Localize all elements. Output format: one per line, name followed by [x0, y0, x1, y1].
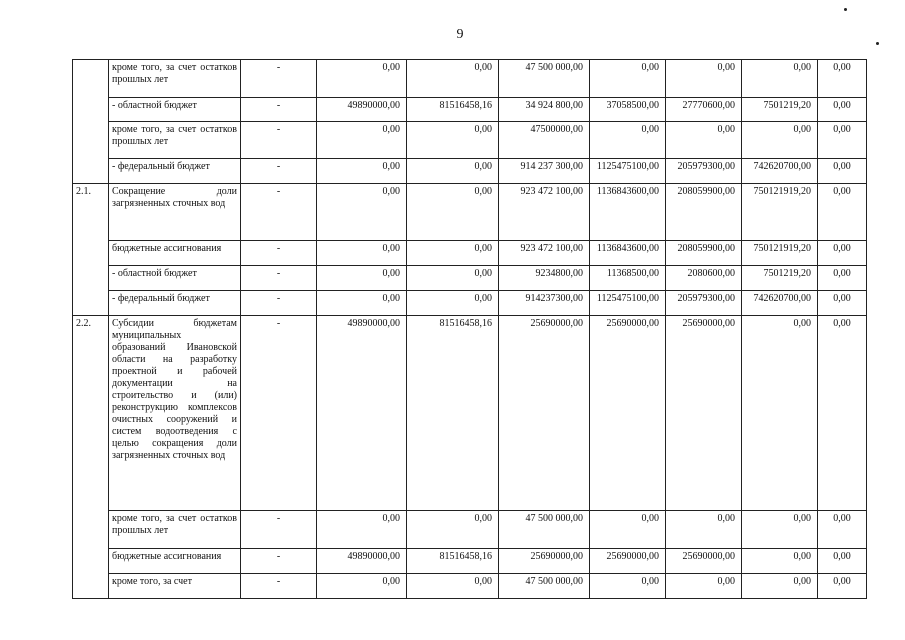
- value-cell-c4: 47 500 000,00: [499, 60, 590, 98]
- table-row: [73, 266, 867, 291]
- value-cell-c3: 81516458,16: [407, 98, 499, 122]
- value-cell-c2: 0,00: [317, 266, 407, 291]
- value-cell-c6: 208059900,00: [666, 241, 742, 266]
- value-cell-c2: 0,00: [317, 291, 407, 316]
- value-cell-c2: 0,00: [317, 574, 407, 599]
- value-cell-c7: 0,00: [742, 549, 818, 574]
- value-cell-c5: 1125475100,00: [590, 291, 666, 316]
- value-cell-c1: -: [241, 266, 317, 291]
- value-cell-c4: 914237300,00: [499, 291, 590, 316]
- value-cell-c5: 0,00: [590, 574, 666, 599]
- value-cell-c3: 0,00: [407, 574, 499, 599]
- value-cell-c8: 0,00: [818, 316, 867, 511]
- table-body: [73, 60, 867, 599]
- value-cell-c7: 0,00: [742, 122, 818, 159]
- value-cell-c7: 7501219,20: [742, 266, 818, 291]
- value-cell-c4: 914 237 300,00: [499, 159, 590, 184]
- value-cell-c8: 0,00: [818, 266, 867, 291]
- value-cell-c6: 27770600,00: [666, 98, 742, 122]
- value-cell-c1: -: [241, 159, 317, 184]
- value-cell-c1: -: [241, 574, 317, 599]
- value-cell-c3: 0,00: [407, 184, 499, 241]
- row-description-cell: Сокращение доли загрязненных сточных вод: [109, 184, 241, 241]
- value-cell-c8: 0,00: [818, 511, 867, 549]
- value-cell-c2: 0,00: [317, 60, 407, 98]
- table-row: [73, 60, 867, 98]
- value-cell-c6: 0,00: [666, 574, 742, 599]
- row-description-cell: - областной бюджет: [109, 266, 241, 291]
- value-cell-c2: 0,00: [317, 184, 407, 241]
- value-cell-c6: 205979300,00: [666, 159, 742, 184]
- value-cell-c6: 25690000,00: [666, 549, 742, 574]
- value-cell-c4: 25690000,00: [499, 549, 590, 574]
- value-cell-c6: 0,00: [666, 511, 742, 549]
- value-cell-c8: 0,00: [818, 549, 867, 574]
- value-cell-c6: 0,00: [666, 60, 742, 98]
- value-cell-c1: -: [241, 241, 317, 266]
- value-cell-c3: 0,00: [407, 291, 499, 316]
- value-cell-c7: 750121919,20: [742, 241, 818, 266]
- row-description-cell: бюджетные ассигнования: [109, 549, 241, 574]
- table-row: [73, 511, 867, 549]
- value-cell-c7: 0,00: [742, 574, 818, 599]
- value-cell-c8: 0,00: [818, 184, 867, 241]
- table-row: [73, 241, 867, 266]
- value-cell-c4: 47500000,00: [499, 122, 590, 159]
- value-cell-c7: 742620700,00: [742, 159, 818, 184]
- table-row: [73, 291, 867, 316]
- value-cell-c7: 750121919,20: [742, 184, 818, 241]
- value-cell-c5: 25690000,00: [590, 549, 666, 574]
- row-code-cell: [73, 60, 109, 184]
- row-description-cell: - федеральный бюджет: [109, 159, 241, 184]
- value-cell-c1: -: [241, 98, 317, 122]
- value-cell-c1: -: [241, 316, 317, 511]
- value-cell-c4: 34 924 800,00: [499, 98, 590, 122]
- scan-speck: [844, 8, 847, 11]
- value-cell-c2: 49890000,00: [317, 316, 407, 511]
- value-cell-c2: 0,00: [317, 122, 407, 159]
- value-cell-c8: 0,00: [818, 241, 867, 266]
- value-cell-c7: 7501219,20: [742, 98, 818, 122]
- value-cell-c6: 0,00: [666, 122, 742, 159]
- table-row: [73, 316, 867, 511]
- value-cell-c8: 0,00: [818, 122, 867, 159]
- row-code-cell: 2.1.: [73, 184, 109, 316]
- table-row: [73, 574, 867, 599]
- row-description-cell: - областной бюджет: [109, 98, 241, 122]
- row-description-cell: кроме того, за счет: [109, 574, 241, 599]
- value-cell-c7: 0,00: [742, 60, 818, 98]
- value-cell-c2: 49890000,00: [317, 98, 407, 122]
- value-cell-c8: 0,00: [818, 159, 867, 184]
- row-description-cell: кроме того, за счет остатков прошлых лет: [109, 122, 241, 159]
- value-cell-c3: 0,00: [407, 511, 499, 549]
- value-cell-c2: 49890000,00: [317, 549, 407, 574]
- value-cell-c5: 0,00: [590, 122, 666, 159]
- table-row: [73, 159, 867, 184]
- value-cell-c4: 47 500 000,00: [499, 511, 590, 549]
- value-cell-c5: 1125475100,00: [590, 159, 666, 184]
- value-cell-c6: 208059900,00: [666, 184, 742, 241]
- value-cell-c4: 923 472 100,00: [499, 184, 590, 241]
- value-cell-c7: 742620700,00: [742, 291, 818, 316]
- value-cell-c8: 0,00: [818, 60, 867, 98]
- budget-table: [72, 59, 867, 599]
- value-cell-c3: 81516458,16: [407, 316, 499, 511]
- value-cell-c4: 923 472 100,00: [499, 241, 590, 266]
- table-row: [73, 98, 867, 122]
- value-cell-c2: 0,00: [317, 159, 407, 184]
- value-cell-c8: 0,00: [818, 98, 867, 122]
- value-cell-c1: -: [241, 60, 317, 98]
- value-cell-c1: -: [241, 511, 317, 549]
- value-cell-c4: 9234800,00: [499, 266, 590, 291]
- table-row: [73, 122, 867, 159]
- value-cell-c7: 0,00: [742, 511, 818, 549]
- value-cell-c5: 11368500,00: [590, 266, 666, 291]
- value-cell-c1: -: [241, 549, 317, 574]
- value-cell-c6: 25690000,00: [666, 316, 742, 511]
- row-description-cell: кроме того, за счет остатков прошлых лет: [109, 511, 241, 549]
- value-cell-c5: 25690000,00: [590, 316, 666, 511]
- value-cell-c3: 0,00: [407, 266, 499, 291]
- row-description-cell: - федеральный бюджет: [109, 291, 241, 316]
- value-cell-c3: 0,00: [407, 60, 499, 98]
- value-cell-c3: 0,00: [407, 122, 499, 159]
- value-cell-c2: 0,00: [317, 241, 407, 266]
- table-row: [73, 549, 867, 574]
- row-code-cell: 2.2.: [73, 316, 109, 599]
- page-number: 9: [456, 27, 464, 42]
- value-cell-c3: 0,00: [407, 241, 499, 266]
- row-description-cell: Субсидии бюджетам муниципальных образований Ивановской области на разработку проектной и рабочей документации на строительство и (или) реконструкцию комплексов очистных сооружений и систем водоотведения с целью сокращения доли загрязненных сточных вод: [109, 316, 241, 511]
- value-cell-c5: 1136843600,00: [590, 184, 666, 241]
- value-cell-c5: 1136843600,00: [590, 241, 666, 266]
- value-cell-c5: 37058500,00: [590, 98, 666, 122]
- value-cell-c5: 0,00: [590, 60, 666, 98]
- value-cell-c3: 0,00: [407, 159, 499, 184]
- row-description-cell: бюджетные ассигнования: [109, 241, 241, 266]
- value-cell-c2: 0,00: [317, 511, 407, 549]
- value-cell-c6: 205979300,00: [666, 291, 742, 316]
- value-cell-c1: -: [241, 291, 317, 316]
- table-row: [73, 184, 867, 241]
- value-cell-c8: 0,00: [818, 291, 867, 316]
- value-cell-c5: 0,00: [590, 511, 666, 549]
- value-cell-c8: 0,00: [818, 574, 867, 599]
- value-cell-c6: 2080600,00: [666, 266, 742, 291]
- value-cell-c3: 81516458,16: [407, 549, 499, 574]
- value-cell-c1: -: [241, 184, 317, 241]
- value-cell-c4: 47 500 000,00: [499, 574, 590, 599]
- value-cell-c4: 25690000,00: [499, 316, 590, 511]
- value-cell-c1: -: [241, 122, 317, 159]
- value-cell-c7: 0,00: [742, 316, 818, 511]
- scan-speck: [876, 42, 879, 45]
- row-description-cell: кроме того, за счет остатков прошлых лет: [109, 60, 241, 98]
